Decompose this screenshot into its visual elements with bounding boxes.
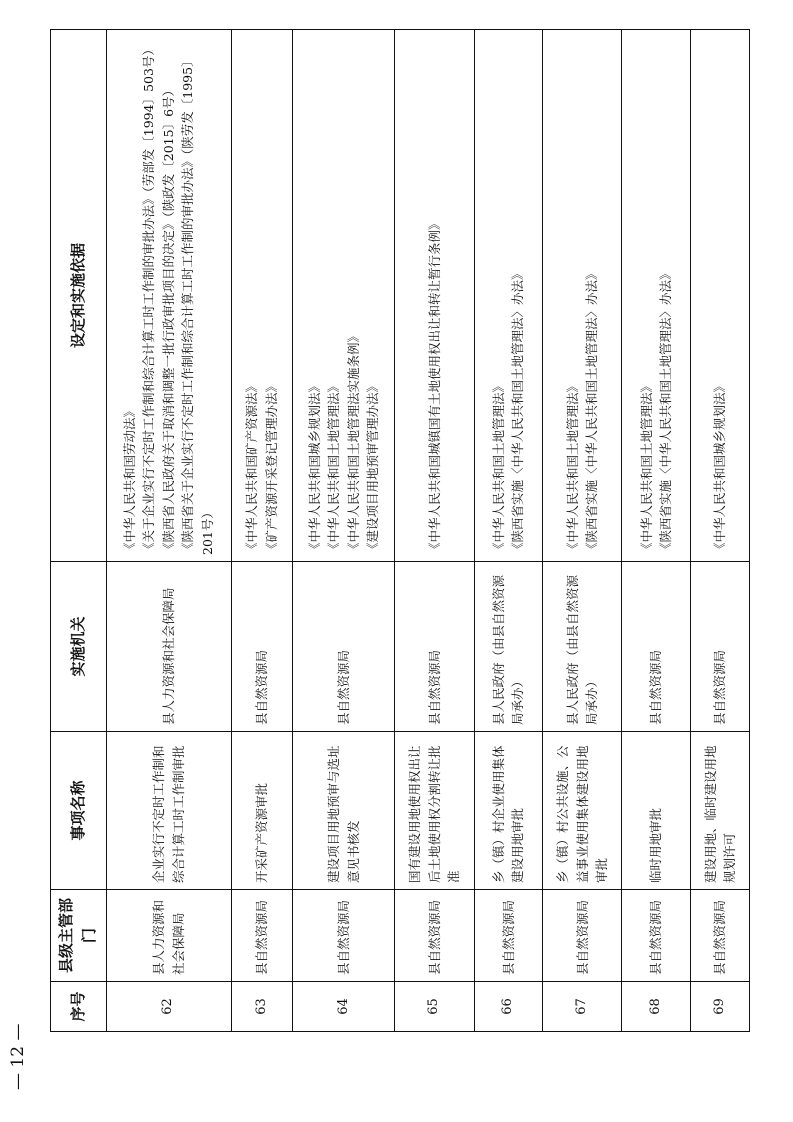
basis-line: 《矿产资源开采登记管理办法》 [263, 379, 279, 555]
basis-line: 《中华人民共和国土地管理法》 [326, 379, 342, 555]
table-row [106, 30, 231, 1032]
table-row [622, 30, 691, 1032]
row-department: 县自然资源局 [543, 890, 622, 982]
row-implementing-agency: 县自然资源局 [231, 562, 292, 732]
table-header-row [51, 30, 107, 1032]
row-number: 63 [231, 982, 292, 1032]
basis-line: 《陕西省实施〈中华人民共和国土地管理法〉办法》 [658, 267, 674, 555]
row-item-name: 国有建设用地使用权出让后土地使用权分割转让批准 [395, 732, 474, 890]
header-dept: 县级主管部门 [51, 890, 107, 982]
basis-line: 《中华人民共和国城乡规划法》 [712, 379, 728, 555]
row-department: 县自然资源局 [395, 890, 474, 982]
row-implementing-agency: 县自然资源局 [293, 562, 395, 732]
basis-line: 《中华人民共和国城镇国有土地使用权出让和转让暂行条例》 [426, 217, 442, 555]
row-department: 县自然资源局 [293, 890, 395, 982]
table-row [474, 30, 543, 1032]
row-number: 66 [474, 982, 543, 1032]
row-basis [622, 30, 691, 562]
basis-line: 《中华人民共和国矿产资源法》 [244, 379, 260, 555]
row-basis [543, 30, 622, 562]
basis-line: 《陕西省实施〈中华人民共和国土地管理法〉办法》 [510, 267, 526, 555]
row-basis [293, 30, 395, 562]
row-basis [106, 30, 231, 562]
table-row [293, 30, 395, 1032]
row-basis [474, 30, 543, 562]
header-num: 序号 [51, 982, 107, 1032]
row-implementing-agency: 县自然资源局 [690, 562, 749, 732]
row-implementing-agency: 县自然资源局 [395, 562, 474, 732]
header-item: 事项名称 [51, 732, 107, 890]
row-implementing-agency: 县人民政府（由县自然资源局承办） [543, 562, 622, 732]
row-number: 65 [395, 982, 474, 1032]
basis-line: 《中华人民共和国城乡规划法》 [306, 379, 322, 555]
row-basis [231, 30, 292, 562]
row-number: 62 [106, 982, 231, 1032]
row-item-name: 建设用地、临时建设用地规划许可 [690, 732, 749, 890]
row-number: 67 [543, 982, 622, 1032]
header-basis: 设定和实施依据 [51, 30, 107, 562]
row-department: 县自然资源局 [474, 890, 543, 982]
basis-line: 《陕西省人民政府关于取消和调整一批行政审批项目的决定》（陕政发〔2015〕6号） [160, 83, 176, 555]
row-basis [395, 30, 474, 562]
basis-line: 《中华人民共和国劳动法》 [122, 404, 138, 555]
row-department: 县自然资源局 [231, 890, 292, 982]
table-row [395, 30, 474, 1032]
row-item-name: 乡（镇）村公共设施、公益事业使用集体建设用地审批 [543, 732, 622, 890]
table-row [690, 30, 749, 1032]
row-item-name: 乡（镇）村企业使用集体建设用地审批 [474, 732, 543, 890]
table-row [231, 30, 292, 1032]
basis-line: 《建设项目用地预审管理办法》 [365, 379, 380, 555]
header-org: 实施机关 [51, 562, 107, 732]
row-item-name: 建设项目用地预审与选址意见书核发 [293, 732, 395, 890]
row-number: 64 [293, 982, 395, 1032]
rotated-table-wrapper [50, 30, 750, 1032]
page-number: — 12 — [8, 1023, 28, 1090]
row-number: 68 [622, 982, 691, 1032]
row-item-name: 企业实行不定时工作制和综合计算工时工作制审批 [106, 732, 231, 890]
table-body [106, 30, 750, 1032]
basis-line: 《中华人民共和国土地管理法》 [564, 379, 580, 555]
row-implementing-agency: 县人力资源和社会保障局 [106, 562, 231, 732]
basis-line: 《中华人民共和国土地管理法》 [490, 379, 506, 555]
basis-line: 《中华人民共和国土地管理法》 [638, 379, 654, 555]
row-item-name: 临时用地审批 [622, 732, 691, 890]
basis-line: 《关于企业实行不定时工作制和综合计算工时工作制的审批办法》（劳部发〔1994〕503号） [141, 43, 157, 555]
approval-items-table [50, 29, 750, 1032]
basis-line: 《中华人民共和国土地管理法实施条例》 [345, 329, 361, 555]
row-basis [690, 30, 749, 562]
row-department: 县自然资源局 [622, 890, 691, 982]
basis-line: 《陕西省关于企业实行不定时工作制和综合计算工时工作制的审批办法》（陕劳发〔1995〕201号） [180, 54, 215, 555]
row-department: 县人力资源和社会保障局 [106, 890, 231, 982]
row-implementing-agency: 县人民政府（由县自然资源局承办） [474, 562, 543, 732]
row-implementing-agency: 县自然资源局 [622, 562, 691, 732]
row-department: 县自然资源局 [690, 890, 749, 982]
basis-line: 《陕西省实施〈中华人民共和国土地管理法〉办法》 [584, 267, 600, 555]
row-item-name: 开采矿产资源审批 [231, 732, 292, 890]
row-number: 69 [690, 982, 749, 1032]
table-row [543, 30, 622, 1032]
